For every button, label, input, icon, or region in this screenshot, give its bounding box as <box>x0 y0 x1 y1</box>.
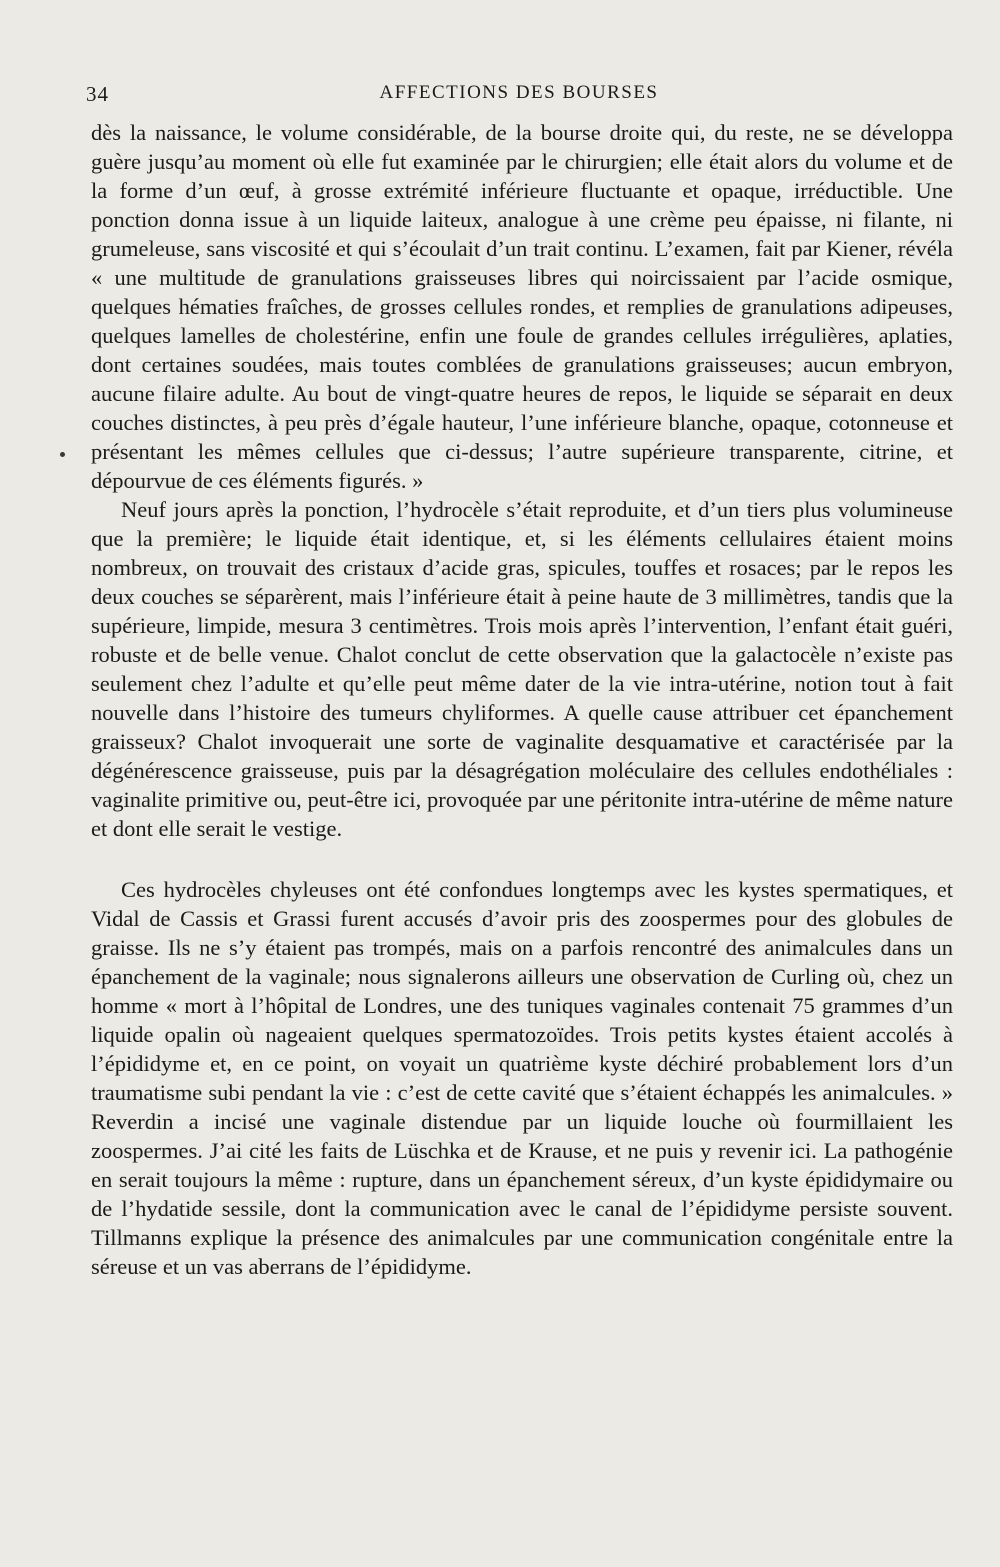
paragraph-1: dès la naissance, le volume considérable, de la bourse droite qui, du reste, ne se développa guère jusqu’au moment où elle fut examinée par le chirurgien; elle était alors du volume et de la forme d’un œuf, à grosse extrémité inférieure fluctuante et opaque, irréductible. Une ponction donna issue à un liquide laiteux, analogue à une crème peu épaisse, ni filante, ni grumeleuse, sans viscosité et qui s’écoulait d’un trait continu. L’examen, fait par Kiener, révéla « une multitude de granulations graisseuses libres qui noircissaient par l’acide osmique, quelques hématies fraîches, de grosses cellules rondes, et remplies de granulations adipeuses, quelques lamelles de cholestérine, enfin une foule de grandes cellules irrégulières, aplaties, dont certaines soudées, mais toutes comblées de granulations graisseuses; aucun embryon, aucune filaire adulte. Au bout de vingt-quatre heures de repos, le liquide se séparait en deux couches distinctes, à peu près d’égale hauteur, l’une inférieure blanche, opaque, cotonneuse et présentant les mêmes cellules que ci-dessus; l’autre supérieure transparente, citrine, et dépourvue de ces éléments figurés. » <box>91 120 953 493</box>
margin-mark <box>60 452 65 457</box>
paragraph-3: Ces hydrocèles chyleuses ont été confondues longtemps avec les kystes spermatiques, et Vidal de Cassis et Grassi furent accusés d’avoir pris des zoospermes pour des globules de graisse. Ils ne s’y étaient pas trompés, mais on a parfois rencontré des animalcules dans un épanchement de la vaginale; nous signalerons ailleurs une observation de Curling où, chez un homme « mort à l’hôpital de Londres, une des tuniques vaginales contenait 75 grammes d’un liquide opalin où nageaient quelques spermatozoïdes. Trois petits kystes étaient accolés à l’épididyme et, en ce point, on voyait un quatrième kyste déchiré probablement lors d’un traumatisme subi pendant la vie : c’est de cette cavité que s’étaient échappés les animalcules. » Reverdin a incisé une vaginale distendue par un liquide louche où fourmillaient les zoospermes. J’ai cité les faits de Lüschka et de Krause, et ne puis y revenir ici. La pathogénie en serait toujours la même : rupture, dans un épanchement séreux, d’un kyste épididymaire ou de l’hydatide sessile, dont la communication avec le canal de l’épididyme persiste souvent. Tillmanns explique la présence des animalcules par une communication congénitale entre la séreuse et un vas aberrans de l’épididyme. <box>91 877 953 1279</box>
running-title: AFFECTIONS DES BOURSES <box>379 82 659 103</box>
page-number: 34 <box>86 82 109 106</box>
paragraph-2: Neuf jours après la ponction, l’hydrocèle s’était reproduite, et d’un tiers plus volumineuse que la première; le liquide était identique, et, si les éléments cellulaires étaient moins nombreux, on trouvait des cristaux d’acide gras, spicules, touffes et rosaces; par le repos les deux couches se séparèrent, mais l’inférieure était à peine haute de 3 millimètres, tandis que la supérieure, limpide, mesura 3 centimètres. Trois mois après l’intervention, l’enfant était guéri, robuste et de belle venue. Chalot conclut de cette observation que la galactocèle n’existe pas seulement chez l’adulte et qu’elle peut même dater de la vie intra-utérine, notion tout à fait nouvelle dans l’histoire des tumeurs chyliformes. A quelle cause attribuer cet épanchement graisseux? Chalot invoquerait une sorte de vaginalite desquamative et caractérisée par la dégénérescence graisseuse, puis par la désagrégation moléculaire des cellules endothéliales : vaginalite primitive ou, peut-être ici, provoquée par une péritonite intra-utérine de même nature et dont elle serait le vestige. <box>91 497 953 841</box>
body-text <box>91 118 953 1281</box>
page-header <box>86 82 952 112</box>
